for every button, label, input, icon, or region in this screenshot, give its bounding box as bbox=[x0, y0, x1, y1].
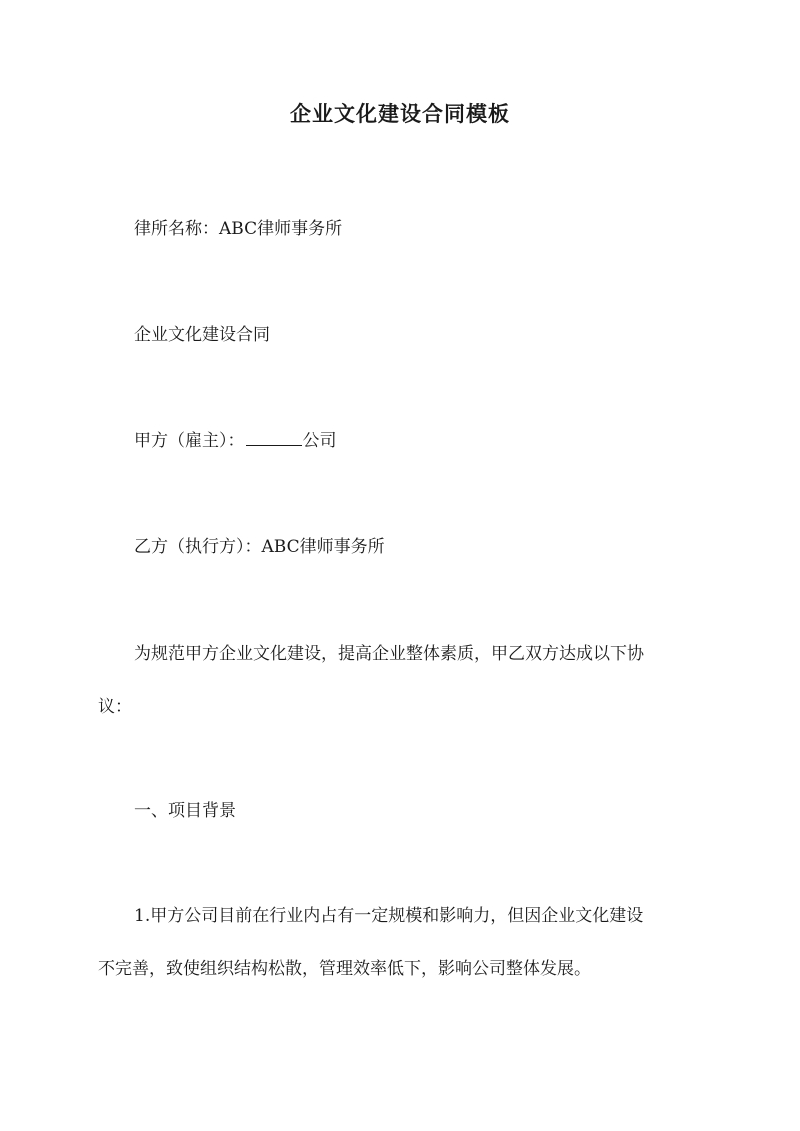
party-a-blank-field bbox=[246, 428, 302, 446]
contract-name: 企业文化建设合同 bbox=[134, 325, 270, 345]
party-b-line: 乙方（执行方）：ABC律师事务所 bbox=[134, 537, 385, 557]
firm-name-line: 律所名称：ABC律师事务所 bbox=[134, 219, 343, 239]
party-a-prefix: 甲方（雇主）： bbox=[134, 431, 245, 451]
document-title: 企业文化建设合同模板 bbox=[290, 101, 510, 126]
item-1-line-1: 1.甲方公司目前在行业内占有一定规模和影响力，但因企业文化建设 bbox=[134, 906, 644, 926]
preamble-line-1: 为规范甲方企业文化建设，提高企业整体素质，甲乙双方达成以下协 bbox=[134, 644, 644, 664]
party-a-line bbox=[98, 415, 710, 468]
party-a-suffix: 公司 bbox=[302, 431, 337, 451]
item-1-line-2: 不完善，致使组织结构松散，管理效率低下，影响公司整体发展。 bbox=[98, 959, 591, 979]
preamble-line-2: 议： bbox=[98, 697, 132, 717]
section-heading-background: 一、项目背景 bbox=[134, 801, 236, 821]
